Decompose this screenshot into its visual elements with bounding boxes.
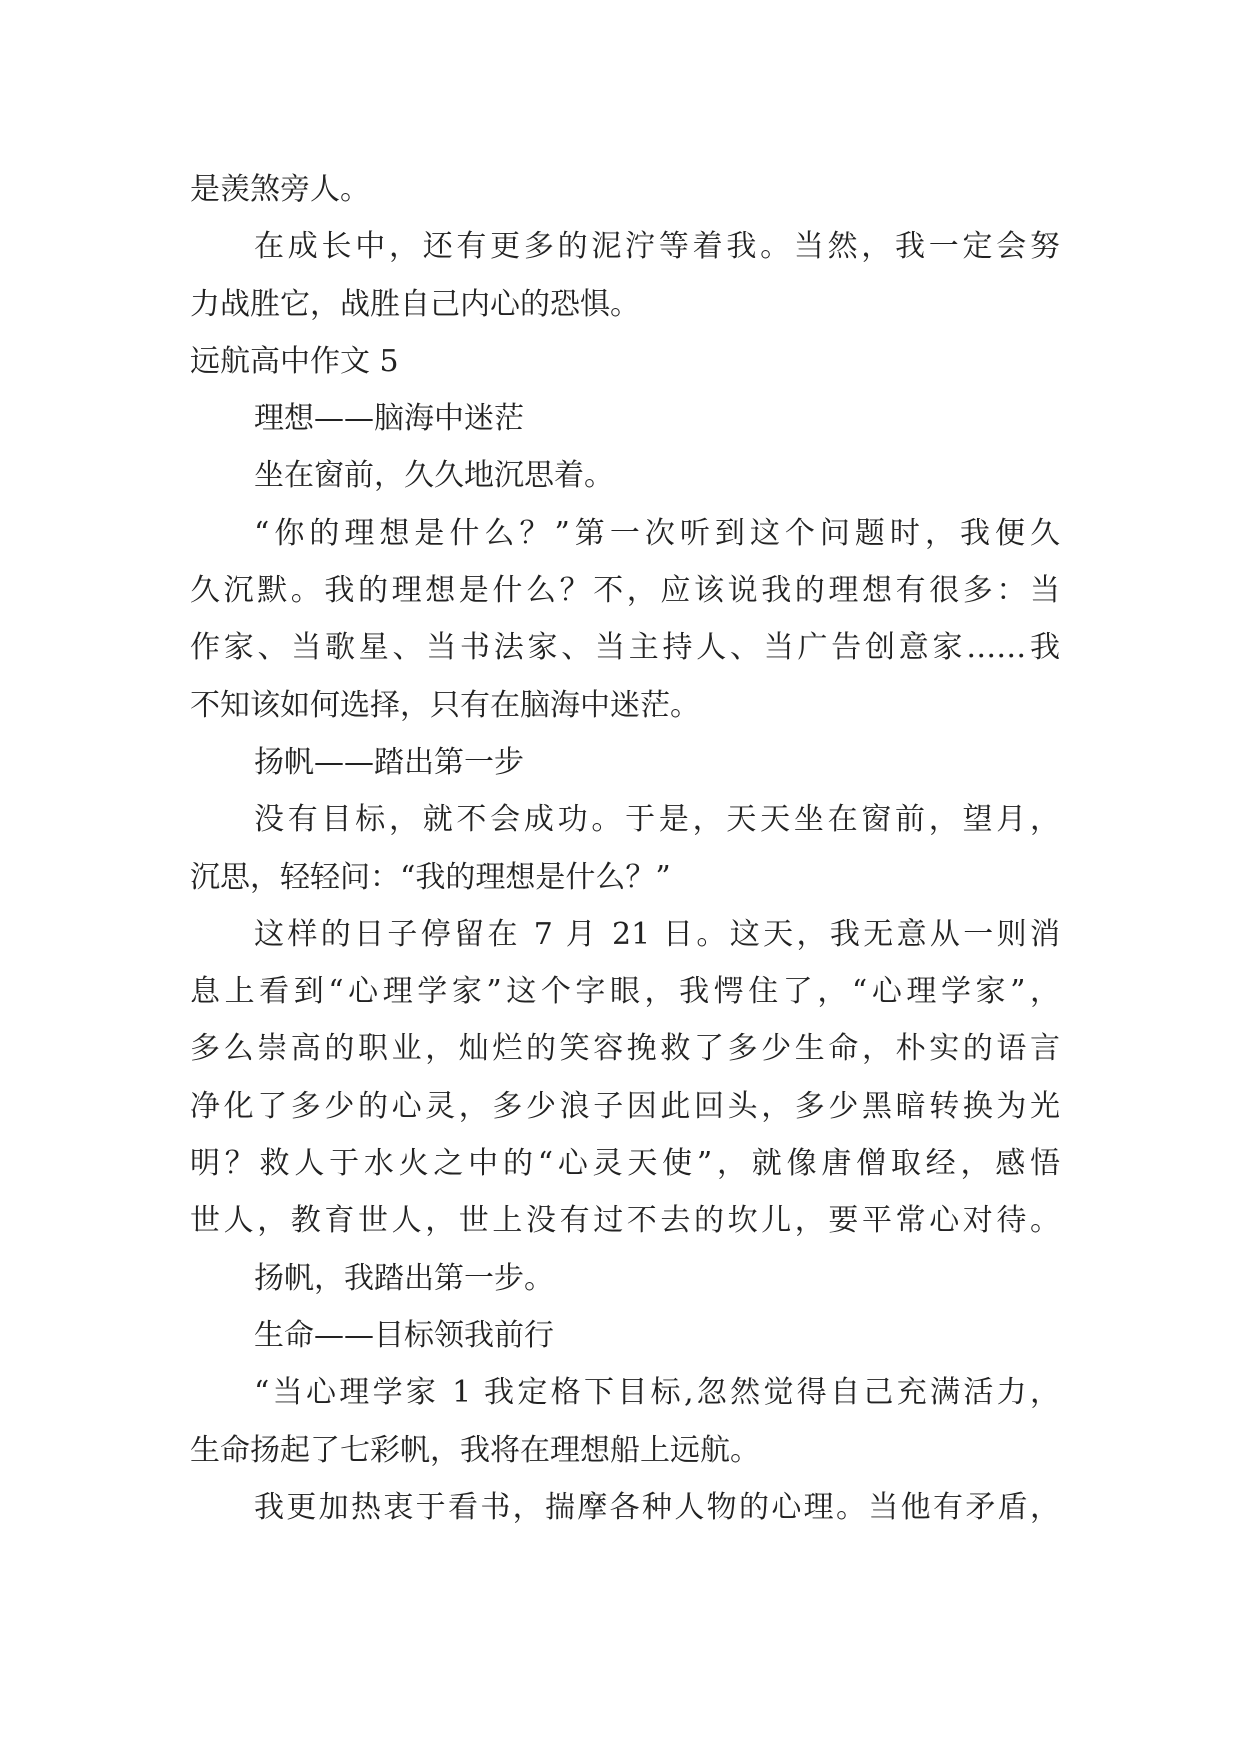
- section-heading: 远航高中作文 5: [190, 343, 399, 379]
- paragraph-first-line: 没有目标，就不会成功。于是，天天坐在窗前，望月，: [254, 802, 1060, 838]
- text-line: 沉思，轻轻问：“我的理想是什么？”: [190, 859, 671, 895]
- subheading: 扬帆——踏出第一步: [254, 744, 524, 780]
- paragraph-first-line: 扬帆，我踏出第一步。: [254, 1260, 554, 1296]
- text-line: 净化了多少的心灵，多少浪子因此回头，多少黑暗转换为光: [190, 1088, 1060, 1124]
- text-line: 世人，教育世人，世上没有过不去的坎儿，要平常心对待。: [190, 1203, 1060, 1239]
- subheading: 理想——脑海中迷茫: [254, 401, 524, 437]
- text-line: 多么崇高的职业，灿烂的笑容挽救了多少生命，朴实的语言: [190, 1031, 1060, 1067]
- text-line: 久沉默。我的理想是什么？不，应该说我的理想有很多：当: [190, 573, 1060, 609]
- document-body: [190, 161, 1060, 1536]
- paragraph-first-line: “你的理想是什么？”第一次听到这个问题时，我便久: [254, 515, 1060, 551]
- paragraph-first-line: 在成长中，还有更多的泥泞等着我。当然，我一定会努: [254, 229, 1060, 265]
- text-line: 生命扬起了七彩帆，我将在理想船上远航。: [190, 1432, 760, 1468]
- paragraph-first-line: 坐在窗前，久久地沉思着。: [254, 458, 614, 494]
- text-line: 力战胜它，战胜自己内心的恐惧。: [190, 286, 640, 322]
- paragraph-first-line: 我更加热衷于看书，揣摩各种人物的心理。当他有矛盾，: [254, 1489, 1060, 1525]
- text-line: 作家、当歌星、当书法家、当主持人、当广告创意家……我: [190, 630, 1060, 666]
- text-line: 明？救人于水火之中的“心灵天使”，就像唐僧取经，感悟: [190, 1146, 1060, 1182]
- paragraph-first-line: 这样的日子停留在 7 月 21 日。这天，我无意从一则消: [254, 916, 1060, 952]
- paragraph-first-line: “当心理学家 1 我定格下目标,忽然觉得自己充满活力，: [254, 1375, 1060, 1411]
- subheading: 生命——目标领我前行: [254, 1317, 554, 1353]
- text-line: 是羡煞旁人。: [190, 172, 370, 207]
- text-line: 不知该如何选择，只有在脑海中迷茫。: [190, 687, 700, 723]
- text-line: 息上看到“心理学家”这个字眼，我愕住了，“心理学家”，: [190, 974, 1060, 1010]
